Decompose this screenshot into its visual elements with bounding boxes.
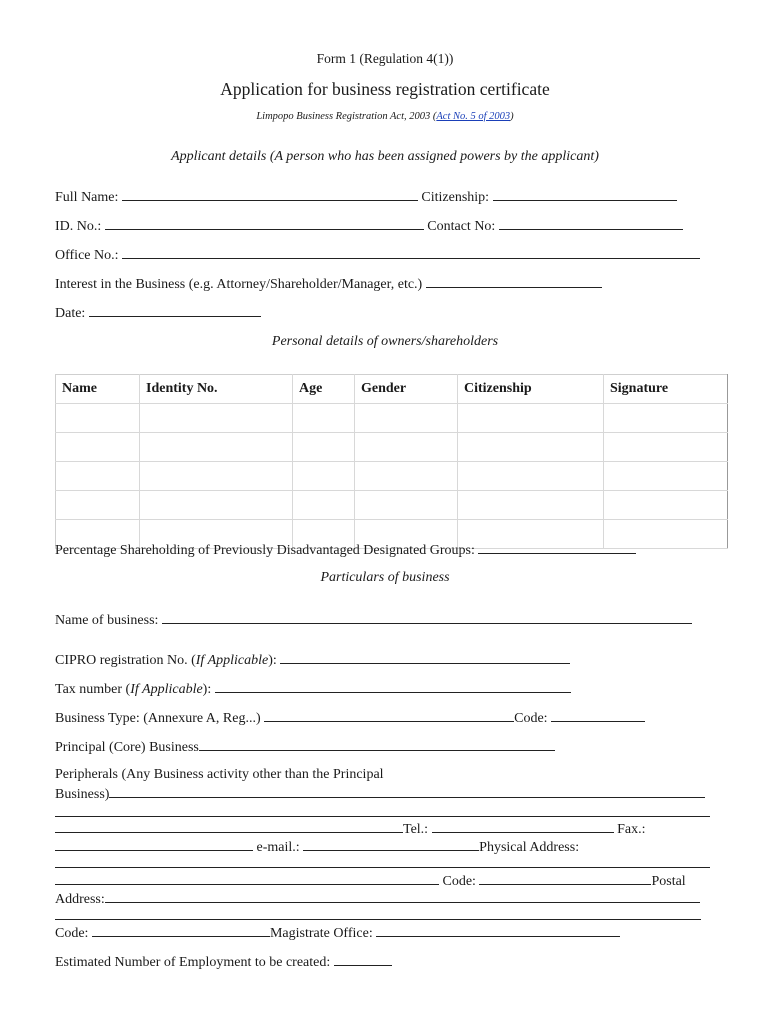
email-row (55, 838, 579, 856)
tax-field[interactable] (215, 680, 571, 693)
business-name-field[interactable] (162, 611, 692, 624)
business-type-label: Business Type: (Annexure A, Reg...) (55, 711, 261, 726)
percentage-label: Percentage Shareholding of Previously Disadvantaged Designated Groups: (55, 543, 475, 558)
business-type-row (55, 709, 645, 727)
peripherals-row-1 (55, 767, 384, 783)
tax-italic: If Applicable (130, 682, 203, 697)
cipro-row (55, 651, 570, 669)
col-name: Name (56, 375, 140, 404)
contact-field[interactable] (499, 217, 683, 230)
page-title: Application for business registration certificate (220, 79, 550, 99)
postal-label: Postal (651, 874, 686, 889)
date-row (55, 304, 261, 322)
table-row (56, 433, 728, 462)
blank-line[interactable] (55, 919, 701, 920)
cipro-suffix: ): (268, 653, 277, 668)
table-cell[interactable] (293, 433, 355, 462)
applicant-heading: Applicant details (A person who has been assigned powers by the applicant) (171, 149, 599, 164)
table-cell[interactable] (56, 433, 140, 462)
code-field[interactable] (551, 709, 645, 722)
principal-label: Principal (Core) Business (55, 740, 199, 755)
percentage-field[interactable] (478, 541, 636, 554)
tax-row (55, 680, 571, 698)
percentage-row (55, 541, 636, 559)
employment-field[interactable] (334, 953, 392, 966)
col-identity: Identity No. (140, 375, 293, 404)
table-cell[interactable] (604, 404, 728, 433)
table-cell[interactable] (56, 404, 140, 433)
business-heading: Particulars of business (320, 570, 450, 585)
table-cell[interactable] (293, 491, 355, 520)
full-name-field[interactable] (122, 188, 418, 201)
table-cell[interactable] (458, 491, 604, 520)
full-name-row (55, 188, 677, 206)
employment-label: Estimated Number of Employment to be created: (55, 955, 331, 970)
table-row (56, 491, 728, 520)
table-cell[interactable] (604, 491, 728, 520)
office-field[interactable] (122, 246, 700, 259)
date-label: Date: (55, 306, 86, 321)
cipro-field[interactable] (280, 651, 570, 664)
principal-row (55, 738, 555, 756)
table-cell[interactable] (140, 433, 293, 462)
cipro-prefix: CIPRO registration No. ( (55, 653, 196, 668)
code-postal-row (55, 872, 686, 890)
fax-label: Fax.: (617, 822, 646, 837)
magistrate-row (55, 924, 620, 942)
id-field[interactable] (105, 217, 424, 230)
act-suffix: ) (510, 111, 514, 122)
tel-field[interactable] (432, 820, 614, 833)
email-label: e-mail.: (256, 840, 300, 855)
principal-field[interactable] (199, 738, 555, 751)
col-signature: Signature (604, 375, 728, 404)
table-cell[interactable] (140, 404, 293, 433)
blank-line[interactable] (55, 816, 710, 817)
code3-label: Code: (55, 926, 89, 941)
address-line-field[interactable] (55, 820, 403, 833)
physical-address-label: Physical Address: (479, 840, 580, 855)
id-label: ID. No.: (55, 219, 102, 234)
table-cell[interactable] (355, 433, 458, 462)
table-cell[interactable] (140, 462, 293, 491)
tel-label: Tel.: (403, 822, 429, 837)
table-cell[interactable] (604, 433, 728, 462)
magistrate-field[interactable] (376, 924, 620, 937)
table-cell[interactable] (293, 404, 355, 433)
citizenship-field[interactable] (493, 188, 677, 201)
table-cell[interactable] (355, 491, 458, 520)
table-cell[interactable] (56, 462, 140, 491)
code-label: Code: (514, 711, 548, 726)
office-label: Office No.: (55, 248, 119, 263)
table-cell[interactable] (604, 462, 728, 491)
postal-address-field[interactable] (105, 890, 700, 903)
date-field[interactable] (89, 304, 261, 317)
business-name-label: Name of business: (55, 613, 159, 628)
col-citizenship: Citizenship (458, 375, 604, 404)
interest-label: Interest in the Business (e.g. Attorney/Shareholder/Manager, etc.) (55, 277, 423, 292)
contact-label: Contact No: (427, 219, 496, 234)
magistrate-label: Magistrate Office: (269, 926, 373, 941)
address-label: Address: (55, 892, 105, 907)
act-link[interactable]: Act No. 5 of 2003 (436, 111, 511, 122)
table-cell[interactable] (458, 404, 604, 433)
interest-row (55, 275, 602, 293)
fax-field[interactable] (55, 838, 253, 851)
table-row (56, 404, 728, 433)
interest-field[interactable] (426, 275, 602, 288)
full-name-label: Full Name: (55, 190, 119, 205)
table-cell[interactable] (458, 433, 604, 462)
id-row (55, 217, 683, 235)
code2-label: Code: (442, 874, 476, 889)
employment-row (55, 953, 392, 971)
act-prefix: Limpopo Business Registration Act, 2003 ( (256, 111, 437, 122)
col-age: Age (293, 375, 355, 404)
cipro-label (55, 653, 277, 668)
code2-field[interactable] (479, 872, 651, 885)
citizenship-label: Citizenship: (421, 190, 490, 205)
tax-label (55, 682, 211, 697)
peripherals-field[interactable] (109, 785, 705, 798)
col-gender: Gender (355, 375, 458, 404)
table-cell[interactable] (140, 491, 293, 520)
owners-heading: Personal details of owners/shareholders (271, 334, 499, 349)
peripherals-label-2: Business) (55, 787, 110, 802)
table-cell[interactable] (458, 462, 604, 491)
physical-address-field[interactable] (55, 872, 439, 885)
owners-table (55, 374, 728, 549)
office-row (55, 246, 700, 264)
table-cell[interactable] (355, 404, 458, 433)
table-cell[interactable] (355, 462, 458, 491)
table-cell[interactable] (56, 491, 140, 520)
business-name-row (55, 611, 692, 629)
email-field[interactable] (303, 838, 479, 851)
owners-header-row (56, 375, 728, 404)
form-number: Form 1 (Regulation 4(1)) (316, 51, 454, 66)
table-cell[interactable] (293, 462, 355, 491)
tel-fax-row (55, 820, 645, 838)
table-row (56, 462, 728, 491)
peripherals-label: Peripherals (Any Business activity other than the Principal (55, 767, 384, 782)
blank-line[interactable] (55, 867, 710, 868)
tax-suffix: ): (202, 682, 212, 697)
business-type-field[interactable] (264, 709, 514, 722)
peripherals-row-2 (55, 785, 705, 803)
act-reference (0, 111, 770, 122)
address-row (55, 890, 700, 908)
tax-prefix: Tax number ( (55, 682, 131, 697)
cipro-italic: If Applicable (195, 653, 269, 668)
code3-field[interactable] (92, 924, 270, 937)
